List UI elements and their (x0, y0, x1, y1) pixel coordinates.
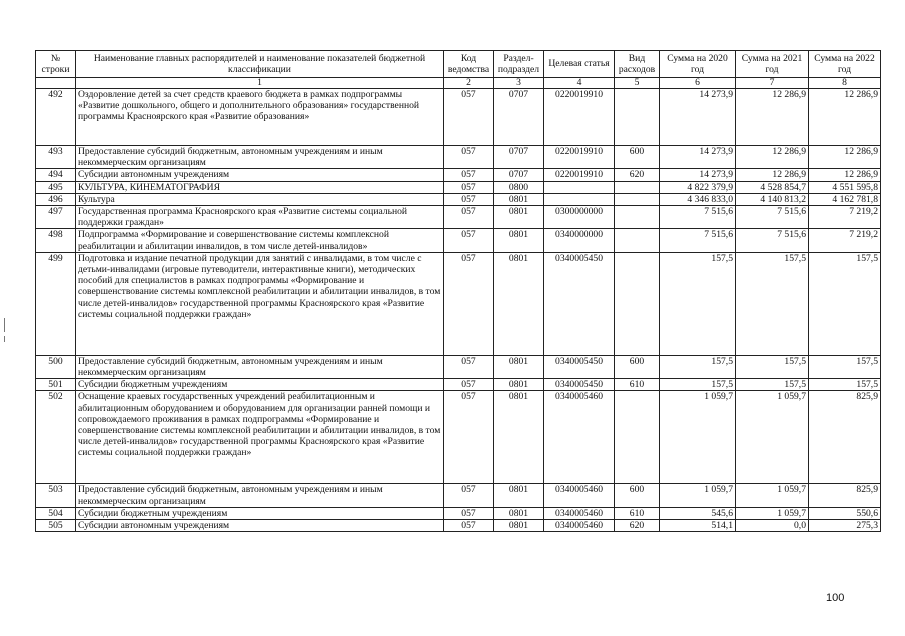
cell-row-no: 493 (36, 146, 76, 169)
cell-sum-2020: 157,5 (660, 355, 736, 378)
column-number: 8 (809, 78, 881, 89)
cell-section: 0801 (494, 520, 544, 532)
table-row (36, 146, 881, 169)
cell-row-no: 492 (36, 89, 76, 146)
cell-dept-code: 057 (444, 252, 494, 355)
cell-section: 0801 (494, 379, 544, 391)
cell-row-no: 498 (36, 229, 76, 252)
cell-expense-type: 600 (615, 146, 660, 169)
table-row (36, 229, 881, 252)
cell-target (544, 181, 615, 193)
cell-dept-code: 057 (444, 229, 494, 252)
cell-sum-2020: 157,5 (660, 379, 736, 391)
cell-row-no: 504 (36, 507, 76, 519)
header-sum-2021: Сумма на 2021 год (736, 51, 809, 78)
cell-dept-code: 057 (444, 206, 494, 229)
cell-sum-2020: 1 059,7 (660, 391, 736, 484)
cell-dept-code: 057 (444, 146, 494, 169)
table-row (36, 507, 881, 519)
cell-sum-2021: 12 286,9 (736, 89, 809, 146)
table-row (36, 520, 881, 532)
cell-expense-type: 620 (615, 520, 660, 532)
cell-section: 0801 (494, 252, 544, 355)
cell-sum-2020: 1 059,7 (660, 484, 736, 507)
cell-sum-2022: 157,5 (809, 252, 881, 355)
cell-name: Субсидии автономным учреждениям (76, 169, 444, 181)
cell-name: Субсидии бюджетным учреждениям (76, 507, 444, 519)
column-number: 4 (544, 78, 615, 89)
table-row (36, 206, 881, 229)
cell-expense-type: 600 (615, 355, 660, 378)
table-row (36, 391, 881, 484)
cell-sum-2020: 14 273,9 (660, 89, 736, 146)
cell-target: 0340005460 (544, 507, 615, 519)
cell-section: 0707 (494, 169, 544, 181)
cell-sum-2021: 1 059,7 (736, 484, 809, 507)
cell-sum-2021: 157,5 (736, 355, 809, 378)
table-header-row (36, 51, 881, 78)
cell-sum-2020: 7 515,6 (660, 229, 736, 252)
header-section: Раздел-подраздел (494, 51, 544, 78)
column-number: 2 (444, 78, 494, 89)
cell-name: Предоставление субсидий бюджетным, автономным учреждениям и иным некоммерческим организациям (76, 484, 444, 507)
cell-target: 0220019910 (544, 169, 615, 181)
cell-dept-code: 057 (444, 169, 494, 181)
cell-expense-type (615, 252, 660, 355)
header-expense-type: Вид расходов (615, 51, 660, 78)
cell-sum-2020: 4 346 833,0 (660, 193, 736, 205)
cell-sum-2021: 157,5 (736, 379, 809, 391)
cell-name: Субсидии бюджетным учреждениям (76, 379, 444, 391)
cell-dept-code: 057 (444, 484, 494, 507)
cell-dept-code: 057 (444, 89, 494, 146)
cell-section: 0801 (494, 507, 544, 519)
cell-dept-code: 057 (444, 379, 494, 391)
header-row-no: № строки (36, 51, 76, 78)
cell-dept-code: 057 (444, 181, 494, 193)
cell-expense-type: 600 (615, 484, 660, 507)
cell-section: 0801 (494, 355, 544, 378)
cell-name: Подготовка и издание печатной продукции для занятий с инвалидами, в том числе с детьми-инвалидами (игровые путеводители, интерактивные книги), методических пособий для специалистов в рамках подпрограммы «Формирование и совершенствование системы комплексной реабилитации и абилитации инвалидов, в том числе детей-инвалидов» государственной программы Красноярского края «Развитие системы социальной поддержки граждан» (76, 252, 444, 355)
cell-sum-2021: 12 286,9 (736, 169, 809, 181)
cell-section: 0801 (494, 193, 544, 205)
cell-sum-2022: 275,3 (809, 520, 881, 532)
cell-sum-2020: 7 515,6 (660, 206, 736, 229)
cell-sum-2021: 157,5 (736, 252, 809, 355)
cell-sum-2020: 14 273,9 (660, 169, 736, 181)
cell-section: 0801 (494, 484, 544, 507)
cell-target (544, 193, 615, 205)
table-row (36, 484, 881, 507)
cell-target: 0340005450 (544, 379, 615, 391)
cell-sum-2022: 4 162 781,8 (809, 193, 881, 205)
cell-sum-2022: 12 286,9 (809, 169, 881, 181)
cell-target: 0300000000 (544, 206, 615, 229)
cell-expense-type: 610 (615, 507, 660, 519)
table-row (36, 181, 881, 193)
cell-sum-2022: 550,6 (809, 507, 881, 519)
table-row (36, 89, 881, 146)
cell-name: Оздоровление детей за счет средств краевого бюджета в рамках подпрограммы «Развитие дошкольного, общего и дополнительного образования» государственной программы Красноярского края «Развитие образования» (76, 89, 444, 146)
binding-mark-top (4, 318, 5, 332)
cell-expense-type: 610 (615, 379, 660, 391)
cell-section: 0801 (494, 391, 544, 484)
cell-name: Оснащение краевых государственных учреждений реабилитационным и абилитационным оборудованием и оборудованием для организации ранней помощи и сопровождаемого проживания в рамках подпрограммы «Формирование и совершенствование системы комплексной реабилитации и абилитации инвалидов, в том числе детей-инвалидов» государственной программы Красноярского края «Развитие системы социальной поддержки граждан» (76, 391, 444, 484)
cell-sum-2021: 4 528 854,7 (736, 181, 809, 193)
cell-sum-2021: 1 059,7 (736, 391, 809, 484)
cell-target: 0220019910 (544, 146, 615, 169)
cell-dept-code: 057 (444, 391, 494, 484)
cell-target: 0340000000 (544, 229, 615, 252)
header-target: Целевая статья (544, 51, 615, 78)
budget-table (35, 50, 881, 532)
cell-sum-2020: 545,6 (660, 507, 736, 519)
table-row (36, 355, 881, 378)
cell-target: 0340005460 (544, 520, 615, 532)
cell-expense-type (615, 181, 660, 193)
cell-target: 0340005460 (544, 484, 615, 507)
cell-sum-2020: 514,1 (660, 520, 736, 532)
cell-target: 0340005450 (544, 252, 615, 355)
binding-mark-bottom (4, 336, 5, 342)
cell-expense-type (615, 206, 660, 229)
cell-section: 0707 (494, 146, 544, 169)
cell-target: 0340005450 (544, 355, 615, 378)
header-sum-2020: Сумма на 2020 год (660, 51, 736, 78)
cell-target: 0220019910 (544, 89, 615, 146)
cell-section: 0707 (494, 89, 544, 146)
cell-name: Предоставление субсидий бюджетным, автономным учреждениям и иным некоммерческим организациям (76, 146, 444, 169)
cell-sum-2021: 7 515,6 (736, 206, 809, 229)
cell-row-no: 500 (36, 355, 76, 378)
cell-name: КУЛЬТУРА, КИНЕМАТОГРАФИЯ (76, 181, 444, 193)
cell-name: Субсидии автономным учреждениям (76, 520, 444, 532)
cell-row-no: 497 (36, 206, 76, 229)
column-number: 3 (494, 78, 544, 89)
cell-row-no: 505 (36, 520, 76, 532)
header-name: Наименование главных распорядителей и наименование показателей бюджетной классификации (76, 51, 444, 78)
column-number: 6 (660, 78, 736, 89)
cell-sum-2021: 1 059,7 (736, 507, 809, 519)
cell-dept-code: 057 (444, 193, 494, 205)
cell-row-no: 501 (36, 379, 76, 391)
cell-sum-2022: 4 551 595,8 (809, 181, 881, 193)
cell-row-no: 503 (36, 484, 76, 507)
cell-sum-2021: 12 286,9 (736, 146, 809, 169)
column-number: 5 (615, 78, 660, 89)
column-number: 7 (736, 78, 809, 89)
cell-row-no: 494 (36, 169, 76, 181)
cell-name: Культура (76, 193, 444, 205)
header-dept-code: Код ведомства (444, 51, 494, 78)
cell-name: Подпрограмма «Формирование и совершенствование системы комплексной реабилитации и абилитации инвалидов, в том числе детей-инвалидов» (76, 229, 444, 252)
cell-sum-2022: 7 219,2 (809, 229, 881, 252)
cell-sum-2022: 825,9 (809, 484, 881, 507)
cell-sum-2021: 7 515,6 (736, 229, 809, 252)
cell-expense-type (615, 193, 660, 205)
table-row (36, 169, 881, 181)
cell-row-no: 495 (36, 181, 76, 193)
cell-dept-code: 057 (444, 355, 494, 378)
header-sum-2022: Сумма на 2022 год (809, 51, 881, 78)
cell-section: 0801 (494, 229, 544, 252)
cell-expense-type (615, 89, 660, 146)
page-number: 100 (826, 592, 845, 604)
cell-expense-type: 620 (615, 169, 660, 181)
cell-expense-type (615, 391, 660, 484)
table-row (36, 379, 881, 391)
column-number: 1 (76, 78, 444, 89)
column-number (36, 78, 76, 89)
cell-row-no: 496 (36, 193, 76, 205)
cell-expense-type (615, 229, 660, 252)
cell-sum-2020: 4 822 379,9 (660, 181, 736, 193)
cell-sum-2022: 12 286,9 (809, 89, 881, 146)
cell-sum-2022: 7 219,2 (809, 206, 881, 229)
cell-section: 0800 (494, 181, 544, 193)
cell-sum-2020: 157,5 (660, 252, 736, 355)
table-row (36, 252, 881, 355)
cell-sum-2022: 157,5 (809, 379, 881, 391)
table-row (36, 193, 881, 205)
cell-dept-code: 057 (444, 520, 494, 532)
cell-sum-2021: 0,0 (736, 520, 809, 532)
table-body (36, 89, 881, 532)
cell-sum-2022: 157,5 (809, 355, 881, 378)
cell-target: 0340005460 (544, 391, 615, 484)
cell-sum-2021: 4 140 813,2 (736, 193, 809, 205)
cell-name: Государственная программа Красноярского края «Развитие системы социальной поддержки граждан» (76, 206, 444, 229)
budget-table-container (35, 50, 880, 532)
cell-row-no: 499 (36, 252, 76, 355)
cell-sum-2020: 14 273,9 (660, 146, 736, 169)
cell-sum-2022: 12 286,9 (809, 146, 881, 169)
cell-section: 0801 (494, 206, 544, 229)
cell-dept-code: 057 (444, 507, 494, 519)
cell-sum-2022: 825,9 (809, 391, 881, 484)
cell-row-no: 502 (36, 391, 76, 484)
cell-name: Предоставление субсидий бюджетным, автономным учреждениям и иным некоммерческим организациям (76, 355, 444, 378)
column-number-row (36, 78, 881, 89)
